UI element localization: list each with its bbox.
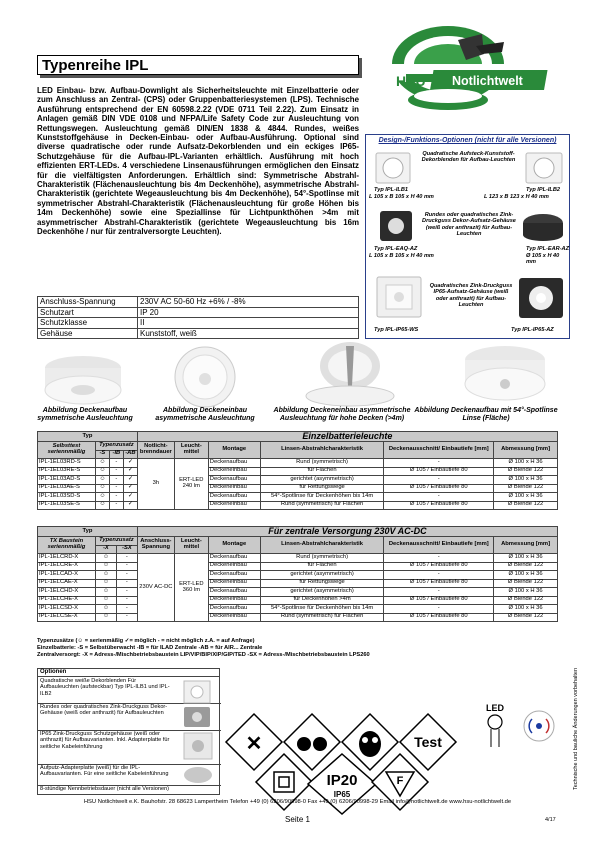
opt-cell: ☺: [95, 605, 116, 614]
opt-cell: ☺: [95, 554, 116, 563]
t1-section-title: Einzelbatterieleuchte: [137, 432, 557, 442]
t1-typ-sub: Selbsttest seriennmäßig: [38, 442, 96, 459]
legend: [37, 638, 558, 659]
opt-cell: ☺: [95, 467, 109, 476]
logo-notlichtwelt: Notlichtwelt: [452, 74, 523, 88]
decke-cell: -: [384, 476, 494, 485]
montage-cell: Deckeneinbau: [208, 596, 260, 605]
type-cell: IPL-1EL03SD-S: [38, 493, 96, 502]
ilb1-dim: L 105 x B 105 x H 40 mm: [369, 194, 434, 200]
decke-cell: Ø 105 / Einbautiefe 80: [384, 562, 494, 571]
linsen-cell: für Flächen: [260, 467, 384, 476]
opt-cell: -: [116, 562, 137, 571]
opt-cell: ✓: [123, 467, 137, 476]
caption-1: Abbildung Deckenaufbau symmetrische Ausleuchtung: [37, 407, 133, 423]
design-title: Design-/Funktions-Optionen (nicht für alle Versionen): [378, 137, 557, 144]
option-3: IP65 Zink-Druckguss Schutzgehäuse (weiß oder anthrazit) für Aufbauvarianten. Inkl. Adapterplatte für seitliche Kabeleinführung: [40, 731, 170, 750]
opt-cell: ☺: [95, 493, 109, 502]
abm-cell: Ø Blende 122: [494, 501, 558, 510]
t1-brenn-header: Notlicht-brenndauer: [137, 442, 174, 459]
ilb2-dim: L 123 x B 123 x H 40 mm: [484, 194, 549, 200]
ip65-ws-name: Typ IPL-IP65-WS: [374, 327, 419, 333]
linsen-cell: Rund (symmetrisch): [260, 554, 384, 563]
intro-text: LED Einbau- bzw. Aufbau-Downlight als Sicherheitsleuchte mit Einzelbatterie oder zum Anschluss an Zentral- (CPS) oder Gruppenbatteriesystemen (LPS). Technische Ausführung entsprechend der EN 60598.2.22 (VDE 0711 Teil 2.22). Zum Einsatz in Anlagen gemäß DIN VDE 0108 und NFPA/Life Safety Code zur Ausleuchtung von Rettungswegen. Ausleuchtung gemäß DIN/EN 1838 & 4844. Rundes, weißes Kunststoffgehäuse in Decken-Einbau- oder Aufbau-Ausführung. Optional sind diverse quadratische oder runde Aufsatz-Dekorblenden und ein eckiges IP65-Schutzgehäuse für die Aufbau-IPL-Varianten erhältlich. Ausführung mit hoch effizienten ERT-LEDs. 4 verschiedene Linsenausführungen ermöglichen den Einsatz für die vielfältigsten Anforderungen. Erhältlich sind: Symmetrische Abstrahl-Charakteristik (Flächenausleuchtung bis 4m Deckenhöhe), asymmetrische Abstrahl-Charakteristik (gerichtete Wegeausleuchtung bis 4m Deckenhöhe), 54°-Spotlinse mit symmetrischer Abstrahl-Charakteristik (Flächenausleuchtung für große Höhen bis 14m Deckenhöhe) sowie eine Speziallinse für Lichtpunkthöhen >4m mit asymmetrischer Abstrahl-Charakteristik (gerichtete Wegeausleuchtung bis 16m Deckenhöhe / nur für zentralversorgte Leuchten).: [37, 86, 359, 237]
opt-cell: -: [116, 554, 137, 563]
t1-z3: -AB: [123, 450, 137, 459]
design-desc-3: Quadratisches Zink-Druckguss IP65-Aufsatz-Gehäuse (weiß oder anthrazit) für Aufbau-Leuchten: [429, 283, 513, 309]
opt-cell: ☺: [95, 596, 116, 605]
abm-cell: Ø Blende 122: [494, 484, 558, 493]
opt-cell: ☺: [95, 613, 116, 622]
decke-cell: Ø 105 / Einbautiefe 80: [384, 467, 494, 476]
spec-key: Gehäuse: [38, 328, 138, 339]
abm-cell: Ø 100 x H 36: [494, 605, 558, 614]
leucht-cell: ERT-LED 240 lm: [174, 459, 208, 510]
opt-cell: -: [109, 459, 123, 468]
table-central-supply: [37, 526, 558, 622]
t1-decke-header: Deckenausschnitt/ Einbautiefe [mm]: [384, 442, 494, 459]
decke-cell: Ø 105 / Einbautiefe 80: [384, 484, 494, 493]
table-row: [38, 571, 558, 580]
ear-dim: Ø 105 x H 40 mm: [526, 253, 560, 266]
montage-cell: Deckeneinbau: [208, 467, 260, 476]
abm-cell: Ø 100 x H 36: [494, 493, 558, 502]
t1-abm-header: Abmessung [mm]: [494, 442, 558, 459]
linsen-cell: Rund (symmetrisch) für Flächen: [260, 613, 384, 622]
opt-cell: ☺: [95, 476, 109, 485]
table-single-battery: [37, 431, 558, 510]
abm-cell: Ø Blende 122: [494, 596, 558, 605]
type-cell: IPL-1EL03SE-S: [38, 501, 96, 510]
table-row: [38, 613, 558, 622]
eaq-dim: L 105 x B 105 x H 40 mm: [369, 253, 434, 259]
opt-cell: ✓: [123, 476, 137, 485]
t2-zusatz-header: Typenzusatz: [95, 537, 137, 546]
opt-cell: ✓: [123, 493, 137, 502]
type-cell: IPL-1EL03RE-S: [38, 467, 96, 476]
legend-line-3: Zentralversorgt: -X = Adress-/Mischbetriebsbaustein LIP/VIP/BIP/XIP/GIP/TED -SX = Adress-/Mischbetriebsbaustein LPS260: [37, 652, 370, 659]
wireless-icon: [522, 710, 556, 742]
photo-recessed-asymmetric: [170, 344, 240, 415]
spec-row: [38, 297, 359, 308]
opt-cell: ☺: [95, 484, 109, 493]
spec-table: [37, 296, 359, 339]
montage-cell: Deckeneinbau: [208, 579, 260, 588]
type-cell: IPL-1ELCRE-X: [38, 562, 96, 571]
montage-cell: Deckeneinbau: [208, 562, 260, 571]
t2-typ-sub: TX Baustein seriennmäßig: [38, 537, 96, 554]
spec-key: Schutzart: [38, 307, 138, 318]
t2-linsen-header: Linsen-Abstrahlcharakteristik: [260, 537, 384, 554]
table-row: [38, 588, 558, 597]
montage-cell: Deckeneinbau: [208, 501, 260, 510]
design-desc-2: Rundes oder quadratisches Zink-Druckguss Dekor-Aufsatz-Gehäuse (weiß oder anthrazit) für Aufbau-Leuchten: [422, 212, 516, 238]
spec-key: Schutzklasse: [38, 318, 138, 329]
option-5: 8-stündige Nennbetriebsdauer (nicht alle Versionen): [40, 786, 170, 792]
brenn-cell: 3h: [137, 459, 174, 510]
spec-value: II: [138, 318, 359, 329]
options-title: Optionen: [38, 669, 219, 677]
opt-cell: -: [109, 484, 123, 493]
ear-image: [521, 210, 565, 249]
eaq-name: Typ IPL-EAQ-AZ: [374, 246, 418, 252]
t1-typ-header: Typ: [38, 432, 138, 442]
f-label: F: [396, 775, 404, 787]
t2-abm-header: Abmessung [mm]: [494, 537, 558, 554]
spec-value: 230V AC 50-60 Hz +6% / -8%: [138, 297, 359, 308]
type-cell: IPL-1ELCSE-X: [38, 613, 96, 622]
opt-cell: ✓: [123, 484, 137, 493]
opt-cell: ✓: [123, 459, 137, 468]
abm-cell: Ø 100 x H 36: [494, 554, 558, 563]
t1-leucht-header: Leucht-mittel: [174, 442, 208, 459]
opt-cell: -: [116, 605, 137, 614]
options-box: [37, 668, 220, 795]
legend-line-2: Einzelbatterie: -S = Selbstüberwacht -IB = für ILAD Zentrale -AB = für AIR... Zentrale: [37, 645, 263, 652]
opt-cell: ☺: [95, 571, 116, 580]
opt-cell: -: [116, 613, 137, 622]
photo-recessed-high: [300, 336, 400, 415]
decke-cell: -: [384, 459, 494, 468]
t2-section-title: Für zentrale Versorgung 230V AC-DC: [137, 527, 557, 537]
abm-cell: Ø Blende 122: [494, 613, 558, 622]
decke-cell: -: [384, 588, 494, 597]
spec-key: Anschluss-Spannung: [38, 297, 138, 308]
opt-cell: ☺: [95, 459, 109, 468]
montage-cell: Deckenaufbau: [208, 459, 260, 468]
linsen-cell: für Flächen: [260, 562, 384, 571]
t2-leucht-header: Leucht-mittel: [174, 537, 208, 554]
certification-symbols: [226, 714, 476, 799]
t2-montage-header: Montage: [208, 537, 260, 554]
abm-cell: Ø 100 x H 36: [494, 476, 558, 485]
ip65-az-name: Typ IPL-IP65-AZ: [511, 327, 554, 333]
type-cell: IPL-1EL03AE-S: [38, 484, 96, 493]
decke-cell: -: [384, 493, 494, 502]
decke-cell: Ø 105 / Einbautiefe 80: [384, 501, 494, 510]
opt-cell: ☺: [95, 562, 116, 571]
table-row: [38, 554, 558, 563]
opt-cell: ☺: [95, 501, 109, 510]
opt-cell: -: [116, 588, 137, 597]
ilb1-image: [374, 149, 414, 192]
logo-hsu: HSU: [396, 73, 426, 89]
photo-surface-symmetric: [40, 346, 126, 415]
montage-cell: Deckenaufbau: [208, 554, 260, 563]
decke-cell: -: [384, 554, 494, 563]
spannung-cell: 230V AC-DC: [137, 554, 174, 622]
opt-cell: ☺: [95, 588, 116, 597]
opt-cell: ✓: [123, 501, 137, 510]
option-4: Aufputz-Adapterplatte (weiß) für die IPL-Aufbauvarianten. Für eine seitliche Kabeleinführung: [40, 765, 169, 778]
type-cell: IPL-1ELCHE-X: [38, 596, 96, 605]
montage-cell: Deckenaufbau: [208, 493, 260, 502]
montage-cell: Deckenaufbau: [208, 588, 260, 597]
table-row: [38, 493, 558, 502]
opt-cell: ☺: [95, 579, 116, 588]
linsen-cell: 54°-Spotlinse für Deckenhöhen bis 14m: [260, 493, 384, 502]
opt-cell: -: [116, 596, 137, 605]
linsen-cell: 54°-Spotlinse für Deckenhöhen bis 14m: [260, 605, 384, 614]
ip65-az-image: [516, 275, 566, 326]
title-box: [37, 55, 359, 75]
t1-z2: -IB: [109, 450, 123, 459]
linsen-cell: für Rettungswege: [260, 579, 384, 588]
type-cell: IPL-1ELCRD-X: [38, 554, 96, 563]
opt-cell: -: [109, 467, 123, 476]
montage-cell: Deckenaufbau: [208, 571, 260, 580]
table-row: [38, 501, 558, 510]
table-row: [38, 579, 558, 588]
linsen-cell: gerichtet (asymmetrisch): [260, 588, 384, 597]
ilb2-image: [524, 149, 564, 192]
led-label: LED: [486, 703, 504, 713]
decke-cell: -: [384, 605, 494, 614]
ilb2-name: Typ IPL-ILB2: [526, 187, 560, 193]
linsen-cell: Rund (symmetrisch): [260, 459, 384, 468]
page-number: Seite 1: [285, 815, 310, 824]
page-title: Typenreihe IPL: [42, 57, 149, 74]
linsen-cell: für Deckenhöhen >4m: [260, 596, 384, 605]
options-images: [180, 679, 216, 785]
caption-2: Abbildung Deckeneinbau asymmetrische Ausleuchtung: [155, 407, 255, 423]
abm-cell: Ø 100 x H 36: [494, 459, 558, 468]
t1-montage-header: Montage: [208, 442, 260, 459]
t2-z2: -SX: [116, 545, 137, 554]
spec-value: IP 20: [138, 307, 359, 318]
option-2: Rundes oder quadratisches Zink-Druckguss Dekor-Gehäuse (weiß oder anthrazit) für Aufbauleuchten: [40, 704, 168, 717]
type-cell: IPL-1EL03AD-S: [38, 476, 96, 485]
caption-4: Abbildung Deckenaufbau mit 54°-Spotlinse Linse (Fläche): [414, 407, 558, 423]
test-label: Test: [414, 734, 442, 750]
photo-surface-spot: [460, 340, 550, 413]
type-cell: IPL-1ELCAE-X: [38, 579, 96, 588]
svg-text:✕: ✕: [245, 733, 263, 755]
t2-z1: -X: [95, 545, 116, 554]
abm-cell: Ø 100 x H 36: [494, 571, 558, 580]
ilb1-name: Typ IPL-ILB1: [374, 187, 408, 193]
linsen-cell: für Rettungswege: [260, 484, 384, 493]
ear-name: Typ IPL-EAR-AZ: [526, 246, 569, 252]
ip20-label: IP20: [326, 772, 358, 789]
opt-cell: -: [109, 501, 123, 510]
table-row: [38, 459, 558, 468]
ip65-ws-image: [374, 273, 424, 326]
opt-cell: -: [109, 476, 123, 485]
table-row: [38, 596, 558, 605]
abm-cell: Ø Blende 122: [494, 562, 558, 571]
montage-cell: Deckeneinbau: [208, 613, 260, 622]
hsu-logo: [386, 22, 561, 114]
abm-cell: Ø Blende 122: [494, 467, 558, 476]
abm-cell: Ø 100 x H 36: [494, 588, 558, 597]
decke-cell: -: [384, 571, 494, 580]
doc-date: 4/17: [545, 817, 556, 823]
t1-linsen-header: Linsen-Abstrahlcharakteristik: [260, 442, 384, 459]
decke-cell: Ø 105 / Einbautiefe 80: [384, 613, 494, 622]
no-flammable-icon: [226, 714, 282, 770]
led-icon: [482, 702, 508, 752]
t2-typ-header: Typ: [38, 527, 138, 537]
decke-cell: Ø 105 / Einbautiefe 80: [384, 596, 494, 605]
spec-row: [38, 307, 359, 318]
design-desc-1: Quadratische Aufsteck-Kunststoff-Dekorblenden für Aufbau-Leuchten: [421, 151, 516, 164]
linsen-cell: gerichtet (asymmetrisch): [260, 476, 384, 485]
table-row: [38, 467, 558, 476]
opt-cell: -: [116, 579, 137, 588]
design-options-box: [365, 134, 570, 339]
type-cell: IPL-1ELCHD-X: [38, 588, 96, 597]
montage-cell: Deckenaufbau: [208, 476, 260, 485]
t2-decke-header: Deckenausschnitt/ Einbautiefe [mm]: [384, 537, 494, 554]
linsen-cell: gerichtet (asymmetrisch): [260, 571, 384, 580]
abm-cell: Ø Blende 122: [494, 579, 558, 588]
montage-cell: Deckeneinbau: [208, 484, 260, 493]
ip65-label: IP65: [333, 790, 351, 799]
table-row: [38, 484, 558, 493]
montage-cell: Deckenaufbau: [208, 605, 260, 614]
type-cell: IPL-1EL03RD-S: [38, 459, 96, 468]
table-row: [38, 605, 558, 614]
type-cell: IPL-1ELCSD-X: [38, 605, 96, 614]
option-1: Quadratische weiße Dekorblenden Für Aufbauleuchten (aufsteckbar) Typ IPL-ILB1 und IPL-ILB2: [40, 678, 170, 697]
footer-contact: HSU Notlichtwelt e.K. Bauhofstr. 28 68623 Lampertheim Telefon +49 (0) 6206/90998-0 Fax +49 (0) 6206/90998-29 Email info@notlichtwelt.de www.hsu-notlichtwelt.de: [83, 799, 512, 805]
caption-3: Abbildung Deckeneinbau asymmetrische Ausleuchtung für hohe Decken (>4m): [273, 407, 411, 423]
table-row: [38, 476, 558, 485]
linsen-cell: Rund (symmetrisch) für Flächen: [260, 501, 384, 510]
disclaimer: Technische und bauliche Änderungen vorbehalten: [573, 667, 579, 790]
spec-row: [38, 318, 359, 329]
spec-value: Kunststoff, weiß: [138, 328, 359, 339]
t1-z1: -S: [95, 450, 109, 459]
t1-zusatz-header: Typenzusatz: [95, 442, 137, 451]
table-row: [38, 562, 558, 571]
type-cell: IPL-1ELCAD-X: [38, 571, 96, 580]
opt-cell: -: [116, 571, 137, 580]
legend-line-1: Typenzusätze (☺ = serienmäßig ✓= möglich - = nicht möglich z.A. = auf Anfrage): [37, 638, 255, 644]
decke-cell: Ø 105 / Einbautiefe 80: [384, 579, 494, 588]
leucht-cell: ERT-LED 360 lm: [174, 554, 208, 622]
eaq-image: [376, 207, 416, 250]
opt-cell: -: [109, 493, 123, 502]
t2-ansch-header: Anschluss-Spannung: [137, 537, 174, 554]
